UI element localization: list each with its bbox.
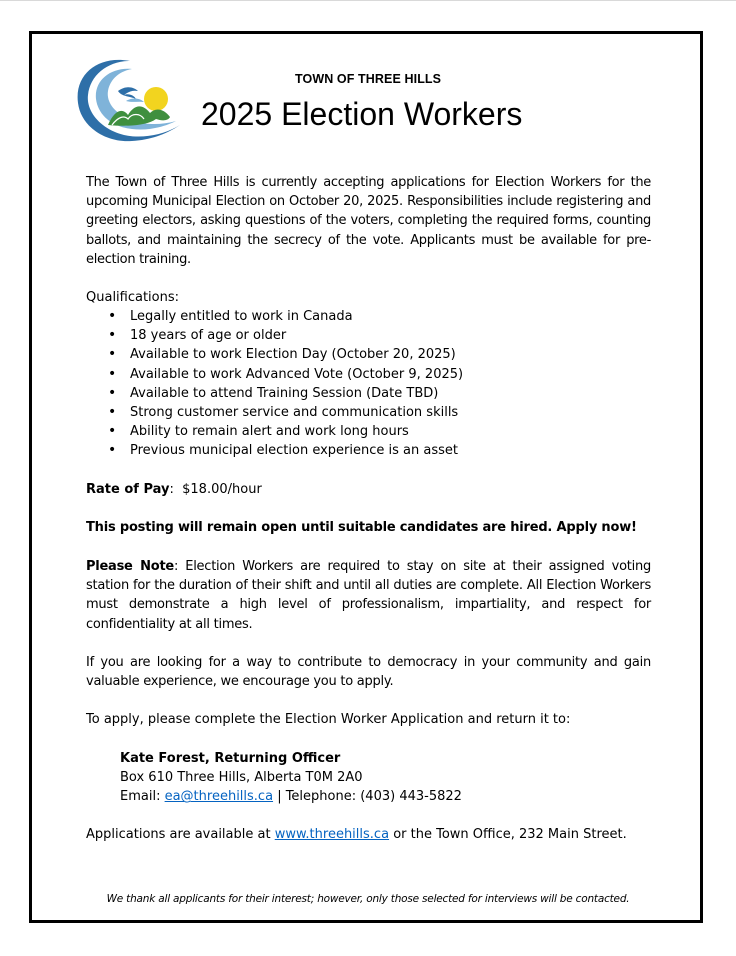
organization-name: TOWN OF THREE HILLS [295,72,442,86]
list-item: • 18 years of age or older [86,326,463,345]
availability-suffix: or the Town Office, 232 Main Street. [393,827,627,842]
apply-instruction: To apply, please complete the Election Worker Application and return it to: [86,712,571,727]
page-title: 2025 Election Workers [201,96,523,132]
contact-address: Box 610 Three Hills, Alberta T0M 2A0 [120,770,363,786]
note-paragraph: Please Note: Election Workers are required to stay on site at their assigned voting station for the duration of their shift and until all duties are complete. All Election Workers must demonstrate a high level of professionalism, impartiality, and respect for confidentiality at all times. [86,559,651,632]
list-item: • Strong customer service and communication skills [86,403,463,422]
contact-phone: | Telephone: (403) 443-5822 [277,789,462,805]
email-label: Email: [120,789,161,805]
list-item: • Previous municipal election experience is an asset [86,441,463,460]
rate-of-pay: Rate of Pay: $18.00/hour [86,482,262,497]
intro-paragraph: The Town of Three Hills is currently accepting applications for Election Workers for the upcoming Municipal Election on October 20, 2025. Responsibilities include registering and greeting electors, asking questions of the voters, completing the required forms, counting ballots, and maintaining the secrecy of the vote. Applicants must be available for pre-election training. [86,175,651,267]
availability-paragraph [86,825,651,844]
posting-notice: This posting will remain open until suitable candidates are hired. Apply now! [86,520,637,535]
list-item: • Ability to remain alert and work long hours [86,422,463,441]
town-logo [72,55,184,147]
rate-value: $18.00/hour [182,482,262,497]
top-rule [0,0,736,1]
note-label: Please Note [86,559,174,574]
contribute-paragraph: If you are looking for a way to contribute to democracy in your community and gain valuable experience, we encourage you to apply. [86,655,651,690]
list-item: • Legally entitled to work in Canada [86,307,463,326]
website-link[interactable]: www.threehills.ca [274,827,390,842]
note-text: Election Workers are required to stay on site at their assigned voting station for the duration of their shift and until all duties are complete. All Election Workers must demonstrate a high level of professionalism, impartiality, and respect for confidentiality at all times. [86,559,651,632]
contact-block [120,749,462,807]
qualifications-list [86,307,463,461]
contact-name: Kate Forest, Returning Officer [120,751,341,766]
qualifications-label: Qualifications: [86,290,180,305]
list-item: • Available to work Advanced Vote (October 9, 2025) [86,365,463,384]
email-link[interactable]: ea@threehills.ca [164,789,274,805]
list-item: • Available to work Election Day (October 20, 2025) [86,345,463,364]
contact-line [120,787,462,806]
rate-label: Rate of Pay [86,482,170,497]
list-item: • Available to attend Training Session (Date TBD) [86,384,463,403]
footer-note: We thank all applicants for their interest; however, only those selected for interviews will be contacted. [106,893,630,905]
availability-prefix: Applications are available at [86,827,271,842]
